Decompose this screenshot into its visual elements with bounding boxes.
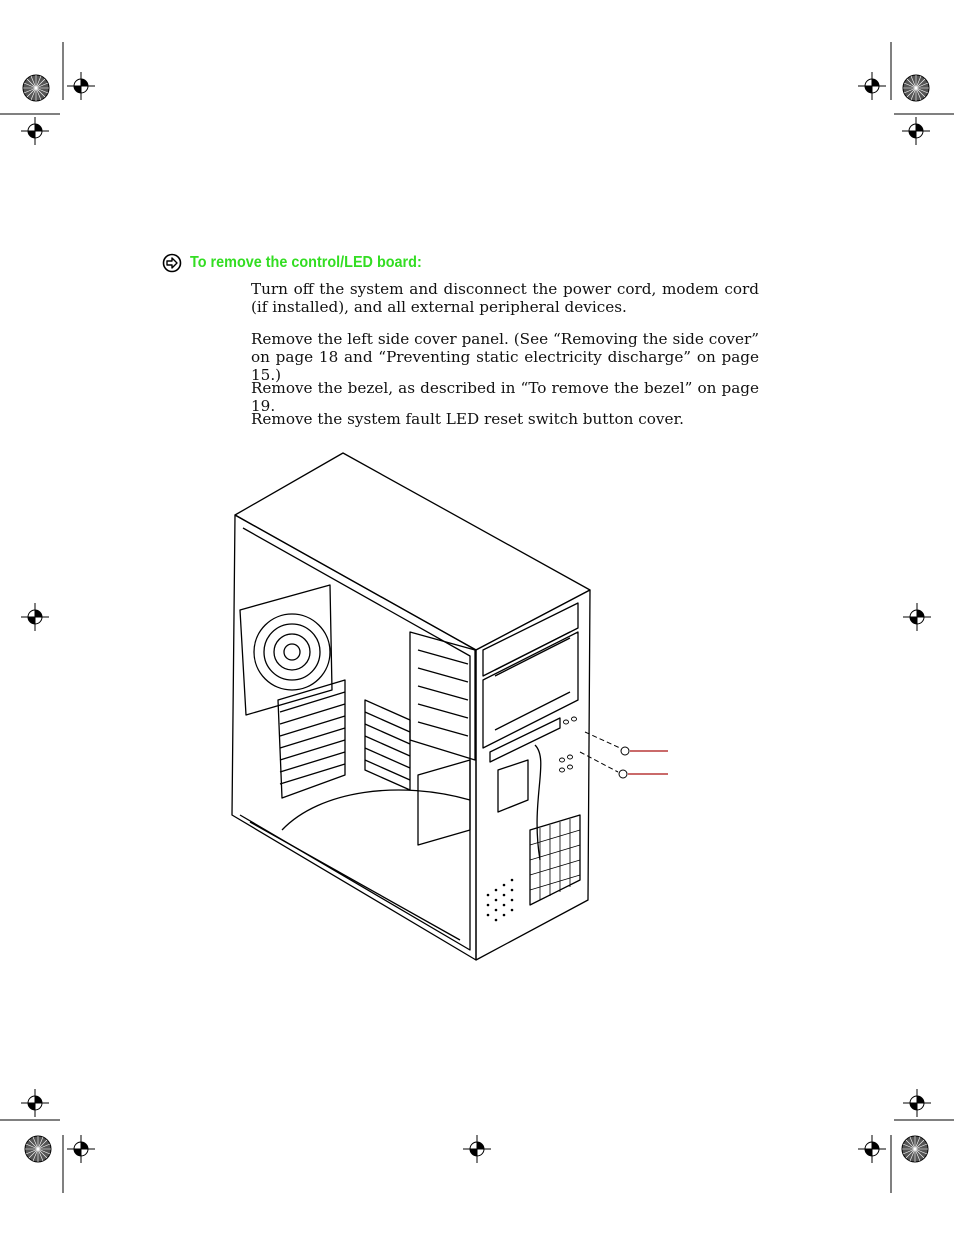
heading-text: To remove the control/LED board: — [190, 254, 422, 271]
chassis-illustration — [225, 450, 675, 965]
arrow-circle-icon — [162, 253, 182, 273]
step-2: Remove the left side cover panel. (See “Removing the side cover” on page 18 and “Preventing static electricity discharge” on page 15.) — [251, 330, 759, 384]
step-4: Remove the system fault LED reset switch button cover. — [251, 410, 684, 428]
step-1: Turn off the system and disconnect the power cord, modem cord (if installed), and all external peripheral devices. — [251, 280, 759, 316]
section-heading — [162, 252, 448, 274]
step-3: Remove the bezel, as described in “To remove the bezel” on page 19. — [251, 379, 759, 415]
